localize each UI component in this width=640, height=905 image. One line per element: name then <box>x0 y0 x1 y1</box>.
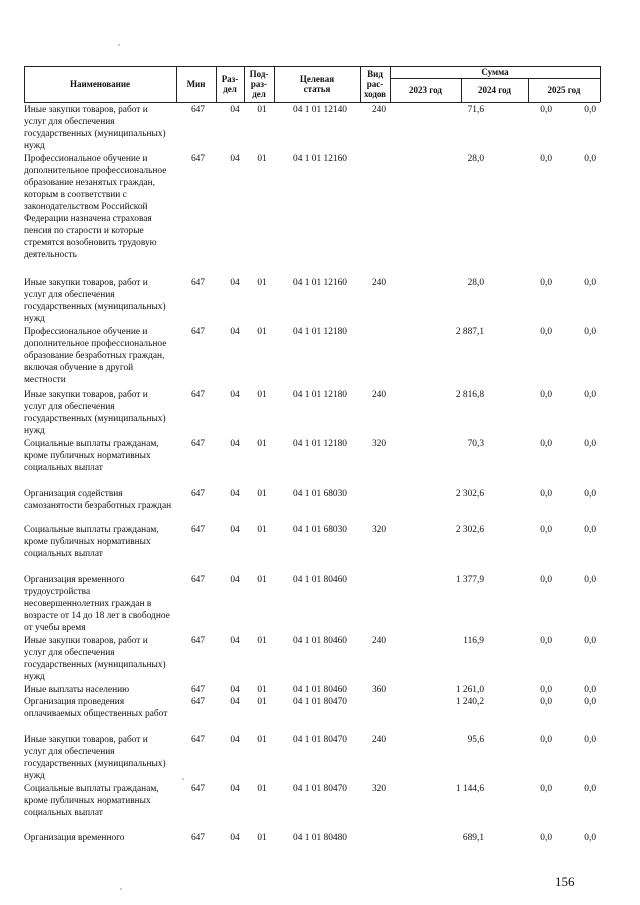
row-sum-2023: 2 302,6 <box>455 489 484 499</box>
row-podrazdel: 01 <box>257 735 267 745</box>
row-sum-2024: 0,0 <box>540 105 552 115</box>
row-name: Организация проведения оплачиваемых общественных работ <box>24 697 168 719</box>
header-2023: 2023 год <box>409 85 442 95</box>
row-vid: 240 <box>371 278 387 288</box>
row-sum-2025: 0,0 <box>584 636 596 646</box>
row-vid: 320 <box>371 439 387 449</box>
row-name: Иные закупки товаров, работ и услуг для обеспечения государственных (муниципальных) нужд <box>24 636 166 682</box>
row-razdel: 04 <box>230 525 240 535</box>
row-podrazdel: 01 <box>257 833 267 843</box>
row-celevaya: 04 1 01 68030 <box>293 489 347 499</box>
row-razdel: 04 <box>230 833 240 843</box>
row-podrazdel: 01 <box>257 697 267 707</box>
row-min: 647 <box>190 697 206 707</box>
row-celevaya: 04 1 01 80470 <box>293 735 347 745</box>
row-razdel: 04 <box>230 390 240 400</box>
row-podrazdel: 01 <box>257 390 267 400</box>
row-vid: 240 <box>371 105 387 115</box>
row-sum-2024: 0,0 <box>540 154 552 164</box>
row-celevaya: 04 1 01 80460 <box>293 636 347 646</box>
row-sum-2023: 2 887,1 <box>455 327 484 337</box>
row-sum-2025: 0,0 <box>584 784 596 794</box>
row-podrazdel: 01 <box>257 636 267 646</box>
row-razdel: 04 <box>230 575 240 585</box>
row-name: Иные закупки товаров, работ и услуг для обеспечения государственных (муниципальных) нужд <box>24 105 166 151</box>
row-min: 647 <box>190 390 206 400</box>
row-sum-2023: 2 816,8 <box>455 390 484 400</box>
row-name: Профессиональное обучение и дополнительное профессиональное образование безработных граждан, включая обучение в другой местности <box>24 327 167 385</box>
row-sum-2023: 71,6 <box>467 105 484 115</box>
row-min: 647 <box>190 439 206 449</box>
row-razdel: 04 <box>230 735 240 745</box>
row-celevaya: 04 1 01 12180 <box>293 439 347 449</box>
row-sum-2025: 0,0 <box>584 697 596 707</box>
row-min: 647 <box>190 833 206 843</box>
row-razdel: 04 <box>230 327 240 337</box>
page-number: 156 <box>555 874 575 889</box>
row-sum-2023: 95,6 <box>467 735 484 745</box>
row-sum-2024: 0,0 <box>540 833 552 843</box>
row-sum-2024: 0,0 <box>540 390 552 400</box>
row-sum-2025: 0,0 <box>584 489 596 499</box>
row-name: Иные закупки товаров, работ и услуг для обеспечения государственных (муниципальных) нужд <box>24 735 166 781</box>
header-celevaya-statya: Целевая статья <box>299 74 335 94</box>
row-name: Профессиональное обучение и дополнительное профессиональное образование незанятых граждан, которым в соответствии с законодательством Российской Федерации назначена страховая пенсия по старости и которые стремятся возобновить трудовую деятельность <box>24 154 167 260</box>
row-name: Организация содействия самозанятости безработных граждан <box>24 489 172 511</box>
row-sum-2023: 689,1 <box>462 833 484 843</box>
header-podrazdel: Под- раз- дел <box>249 69 269 99</box>
row-sum-2024: 0,0 <box>540 575 552 585</box>
row-min: 647 <box>190 154 206 164</box>
row-celevaya: 04 1 01 12180 <box>293 327 347 337</box>
row-razdel: 04 <box>230 105 240 115</box>
row-name: Организация временного <box>24 833 125 843</box>
row-min: 647 <box>190 489 206 499</box>
header-2025: 2025 год <box>547 85 581 95</box>
row-razdel: 04 <box>230 784 240 794</box>
row-min: 647 <box>190 525 206 535</box>
row-name: Иные закупки товаров, работ и услуг для обеспечения государственных (муниципальных) нужд <box>24 278 166 324</box>
row-razdel: 04 <box>230 154 240 164</box>
row-sum-2023: 2 302,6 <box>455 525 484 535</box>
row-sum-2025: 0,0 <box>584 575 596 585</box>
row-celevaya: 04 1 01 68030 <box>293 525 347 535</box>
row-vid: 240 <box>371 735 387 745</box>
scan-speck <box>182 778 184 780</box>
row-razdel: 04 <box>230 685 240 695</box>
row-sum-2024: 0,0 <box>540 784 552 794</box>
row-vid: 320 <box>371 784 387 794</box>
row-celevaya: 04 1 01 12140 <box>293 105 347 115</box>
row-sum-2025: 0,0 <box>584 105 596 115</box>
row-sum-2023: 28,0 <box>467 278 484 288</box>
row-sum-2023: 70,3 <box>467 439 484 449</box>
header-name: Наименование <box>70 79 130 89</box>
row-sum-2024: 0,0 <box>540 439 552 449</box>
row-razdel: 04 <box>230 439 240 449</box>
row-sum-2025: 0,0 <box>584 278 596 288</box>
row-min: 647 <box>190 575 206 585</box>
row-sum-2023: 1 144,6 <box>455 784 484 794</box>
row-podrazdel: 01 <box>257 489 267 499</box>
row-celevaya: 04 1 01 80470 <box>293 697 347 707</box>
row-sum-2023: 1 240,2 <box>455 697 484 707</box>
row-sum-2024: 0,0 <box>540 735 552 745</box>
row-min: 647 <box>190 105 206 115</box>
row-podrazdel: 01 <box>257 784 267 794</box>
row-sum-2024: 0,0 <box>540 636 552 646</box>
row-podrazdel: 01 <box>257 685 267 695</box>
row-sum-2025: 0,0 <box>584 735 596 745</box>
table-header <box>24 66 600 102</box>
row-sum-2023: 28,0 <box>467 154 484 164</box>
row-name: Иные закупки товаров, работ и услуг для обеспечения государственных (муниципальных) нужд <box>24 390 166 436</box>
row-celevaya: 04 1 01 12160 <box>293 154 347 164</box>
row-vid: 360 <box>371 685 387 695</box>
row-vid: 320 <box>371 525 387 535</box>
row-sum-2024: 0,0 <box>540 327 552 337</box>
row-celevaya: 04 1 01 80480 <box>293 833 347 843</box>
row-sum-2023: 1 261,0 <box>455 685 484 695</box>
row-min: 647 <box>190 735 206 745</box>
row-name: Организация временного трудоустройства несовершеннолетних граждан в возрасте от 14 до 18 лет в свободное от учебы время <box>24 575 170 633</box>
row-razdel: 04 <box>230 636 240 646</box>
row-celevaya: 04 1 01 80470 <box>293 784 347 794</box>
row-min: 647 <box>190 278 206 288</box>
header-min: Мин <box>186 79 206 89</box>
row-name: Социальные выплаты гражданам, кроме публичных нормативных социальных выплат <box>24 439 159 473</box>
row-sum-2025: 0,0 <box>584 439 596 449</box>
row-celevaya: 04 1 01 80460 <box>293 685 347 695</box>
row-sum-2025: 0,0 <box>584 685 596 695</box>
header-2024: 2024 год <box>478 85 511 95</box>
row-sum-2025: 0,0 <box>584 390 596 400</box>
scan-speck <box>120 888 122 890</box>
header-razdel: Раз- дел <box>221 74 239 94</box>
row-min: 647 <box>190 327 206 337</box>
row-min: 647 <box>190 685 206 695</box>
row-celevaya: 04 1 01 12180 <box>293 390 347 400</box>
row-sum-2023: 116,9 <box>463 636 484 646</box>
row-name: Иные выплаты населению <box>24 685 130 695</box>
row-vid: 240 <box>371 390 387 400</box>
row-min: 647 <box>190 636 206 646</box>
row-razdel: 04 <box>230 489 240 499</box>
row-vid: 240 <box>371 636 387 646</box>
row-sum-2024: 0,0 <box>540 525 552 535</box>
row-sum-2024: 0,0 <box>540 685 552 695</box>
row-sum-2024: 0,0 <box>540 489 552 499</box>
row-podrazdel: 01 <box>257 575 267 585</box>
row-name: Социальные выплаты гражданам, кроме публичных нормативных социальных выплат <box>24 784 159 818</box>
header-summa: Сумма <box>481 67 509 77</box>
row-podrazdel: 01 <box>257 154 267 164</box>
row-razdel: 04 <box>230 697 240 707</box>
row-podrazdel: 01 <box>257 105 267 115</box>
row-sum-2023: 1 377,9 <box>455 575 484 585</box>
row-podrazdel: 01 <box>257 278 267 288</box>
row-name: Социальные выплаты гражданам, кроме публичных нормативных социальных выплат <box>24 525 159 559</box>
row-celevaya: 04 1 01 12160 <box>293 278 347 288</box>
row-podrazdel: 01 <box>257 439 267 449</box>
row-podrazdel: 01 <box>257 327 267 337</box>
row-sum-2025: 0,0 <box>584 525 596 535</box>
row-sum-2025: 0,0 <box>584 833 596 843</box>
row-sum-2025: 0,0 <box>584 327 596 337</box>
row-razdel: 04 <box>230 278 240 288</box>
header-vid-rashodov: Вид рас- ходов <box>363 69 387 99</box>
row-podrazdel: 01 <box>257 525 267 535</box>
row-min: 647 <box>190 784 206 794</box>
row-celevaya: 04 1 01 80460 <box>293 575 347 585</box>
row-sum-2025: 0,0 <box>584 154 596 164</box>
row-sum-2024: 0,0 <box>540 697 552 707</box>
scan-speck <box>118 44 120 46</box>
row-sum-2024: 0,0 <box>540 278 552 288</box>
